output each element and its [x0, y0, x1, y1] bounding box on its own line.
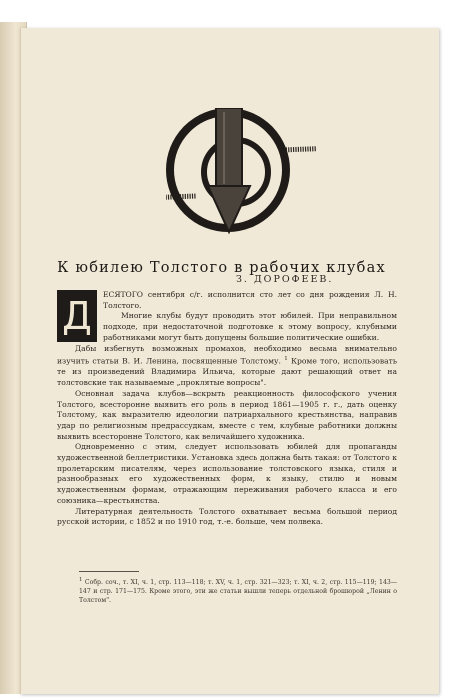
arrow-emblem-icon — [166, 108, 316, 248]
paragraph-text: Кроме того, использовать те из произведений Владимира Ильича, которые дают решающий ответ на толстовские так называемые „проклятые вопросы". — [57, 356, 397, 388]
book-page — [20, 28, 439, 694]
article-author: З. ДОРОФЕЕВ. — [236, 274, 334, 285]
article-title: К юбилею Толстого в рабочих клубах — [57, 260, 386, 276]
paragraph: ЕСЯТОГО сентября с/г. исполнится сто лет со дня рождения Л. Н. Толстого. — [103, 290, 397, 310]
paragraph: Литературная деятельность Толстого охватывает весьма большой период русской истории, с 1852 и по 1910 год, т.-е. больше, чем полвека. — [57, 506, 397, 527]
paragraph: Одновременно с этим, следует использовать юбилей для пропаганды художественной беллетристики. Установка здесь должна быть такая: от Толстого к пролетарским писателям, через использование толстовского языка, стиля и разнообразных его художественных форм, к языку, стилю и новым художественным формам, отражающим переживания рабочего класса и его союзника—крестьянства. — [57, 442, 397, 505]
footnote-marker: 1 — [284, 356, 288, 363]
footnote — [79, 576, 397, 605]
paragraph-text: Дабы избегнуть возможных промахов, необходимо весьма внимательно изучить статьи В. И. Ленина, посвященные Толстому. — [57, 343, 397, 366]
footnote-number: 1 — [79, 577, 83, 583]
drop-cap: Д — [57, 290, 97, 342]
article-body — [57, 290, 397, 528]
paragraph — [57, 344, 397, 389]
paragraph: Основная задача клубов—вскрыть реакционность философского учения Толстого, всесторонне выявить его роль в период 1861—1905 г. г., дать оценку Толстому, как выразителю идеологии патриархального крестьянства, направив удар по религиозным предрассудкам, вместе с тем, клубные работники должны выявить всесторонне Толстого, как величайшего художника. — [57, 388, 397, 441]
footnote-text: Собр. соч., т. XI, ч. 1, стр. 113—118; т. XV, ч. 1, стр. 321—323; т. XI, ч. 2, стр. 115—119; 143—147 и стр. 171—175. Кроме этого, эти же статьи вышли теперь отдельной брошюрой „Ленин о Толстом". — [79, 579, 398, 605]
footnote-divider — [79, 571, 139, 572]
paragraph: Многие клубы будут проводить этот юбилей. При неправильном подходе, при недостаточной подготовке к этому вопросу, клубными работниками могут быть допущены большие политические ошибки. — [103, 311, 397, 342]
